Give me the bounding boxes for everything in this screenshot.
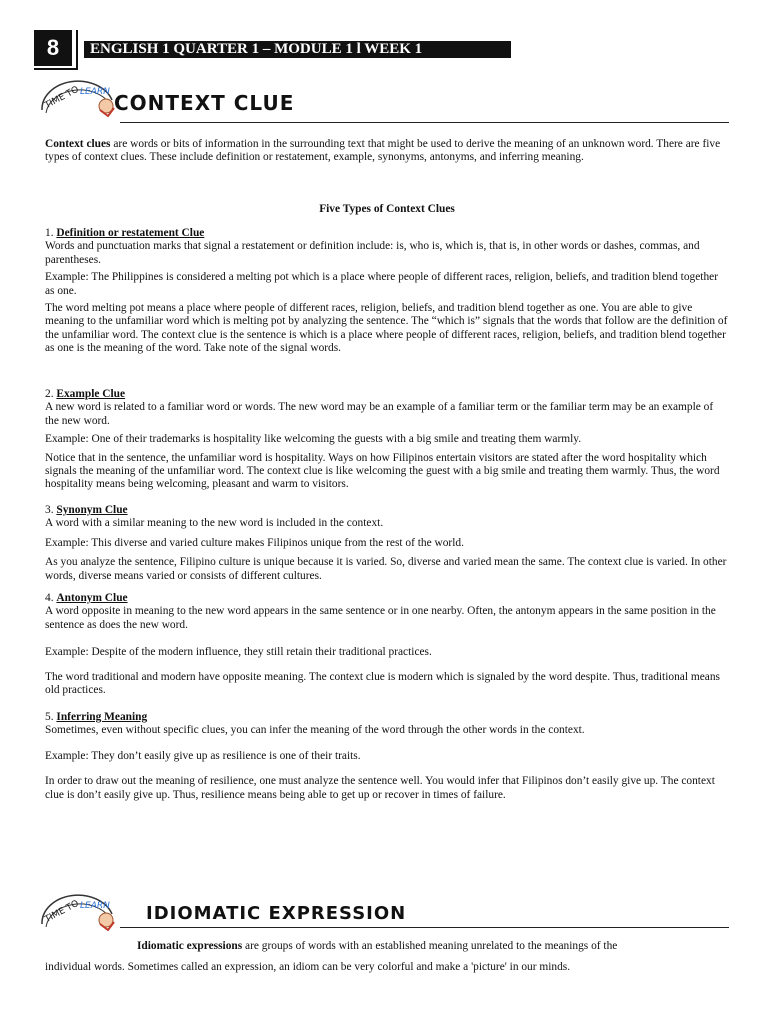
idiom-text-line2: individual words. Sometimes called an expression, an idiom can be very colorful and make a 'picture' in our minds. [45,961,571,973]
badge-text-learn: LEARN [80,901,110,911]
clue-name: Synonym Clue [56,504,128,516]
clue-block [45,711,729,802]
clue-example: Example: Despite of the modern influence, they still retain their traditional practices. [45,646,432,659]
clue-example: Example: This diverse and varied culture makes Filipinos unique from the rest of the world. [45,536,464,549]
clue-name: Antonym Clue [56,592,128,604]
section-title-context-clue: CONTEXT CLUE [114,91,295,115]
clue-example: Example: They don’t easily give up as resilience is one of their traits. [45,749,361,762]
idiom-text: are groups of words with an established meaning unrelated to the meanings of the [242,940,618,952]
clue-description: A word opposite in meaning to the new word appears in the same sentence or in one nearby. Often, the antonym appears in the same position in the sentence as does the new word. [45,605,716,631]
clue-block [45,388,729,492]
clue-block [45,504,729,583]
clue-explanation: The word melting pot means a place where people of different races, religion, beliefs, and tradition blend together as one. You are able to give meaning to the unfamiliar word which is melting pot by analyzing the sentence. The “which is” signals that the words that follow are the definition of the unfamiliar word. The context clue is the sentence is which is a place where people of different races, religion, beliefs, and tradition blend together as one is the meaning of the word. Take note of the signal words. [45,302,728,355]
clue-example: Example: One of their trademarks is hospitality like welcoming the guests with a big smile and treating them warmly. [45,433,582,446]
idiom-intro [45,936,729,978]
section-rule [120,927,729,928]
clue-name: Definition or restatement Clue [56,227,205,239]
clue-number: 5. [45,711,57,723]
grade-number: 8 [34,30,72,66]
clue-number: 4. [45,592,57,604]
clue-number: 3. [45,504,57,516]
section-rule [120,122,729,123]
section-title-idiomatic-expression: IDIOMATIC EXPRESSION [146,903,407,924]
clue-description: Sometimes, even without specific clues, you can infer the meaning of the word through the other words in the context. [45,724,585,737]
intro-text: are words or bits of information in the surrounding text that might be used to derive the meaning of an unknown word. There are five types of context clues. These include definition or restatement, example, synonyms, antonyms, and inferring meaning. [45,138,721,164]
clue-explanation: The word traditional and modern have opposite meaning. The context clue is modern which is signaled by the word despite. Thus, traditional means old practices. [45,670,720,697]
time-to-learn-badge [36,894,120,934]
clue-description: Words and punctuation marks that signal a restatement or definition include: is, who is, which is, that is, in other words or dashes, commas, and parentheses. [45,240,700,266]
clue-explanation: In order to draw out the meaning of resilience, one must analyze the sentence well. You would infer that Filipinos don’t easily give up. The context clue is don’t easily give up. Thus, resilience means being able to get up or recover in times of failure. [45,775,715,801]
clue-block [45,227,729,356]
clue-name: Inferring Meaning [56,711,148,723]
clue-description: A new word is related to a familiar word or words. The new word may be an example of a familiar term or the familiar term may be an example of the new word. [45,401,714,427]
intro-term: Context clues [45,138,111,150]
context-clue-intro [45,138,729,165]
clue-example: Example: The Philippines is considered a melting pot which is a place where people of different races, religion, beliefs, and tradition blend together as one. [45,271,719,297]
module-banner: ENGLISH 1 QUARTER 1 – MODULE 1 l WEEK 1 [84,41,511,58]
clue-number: 1. [45,227,57,239]
badge-text-time: TIME TO [43,84,81,111]
idiom-term: Idiomatic expressions [137,940,243,952]
clue-explanation: Notice that in the sentence, the unfamiliar word is hospitality. Ways on how Filipinos entertain visitors are stated after the word hospitality which signals the meaning of the unfamiliar word. The context clue is like welcoming the guest with a big smile and treating them warmly. Thus, the word hospitality means being welcoming, pleasant and warm to visitors. [45,451,720,491]
five-types-subheading: Five Types of Context Clues [319,203,455,215]
clue-block [45,592,729,697]
clue-name: Example Clue [56,388,126,400]
badge-text-learn: LEARN [80,87,110,97]
time-to-learn-badge [36,80,120,120]
clue-description: A word with a similar meaning to the new word is included in the context. [45,517,384,530]
clue-number: 2. [45,388,57,400]
badge-text-time: TIME TO [43,898,81,925]
clue-explanation: As you analyze the sentence, Filipino culture is unique because it is varied. So, diverse and varied mean the same. The context clue is varied. In other words, diverse means varied or consists of different cultures. [45,556,727,582]
